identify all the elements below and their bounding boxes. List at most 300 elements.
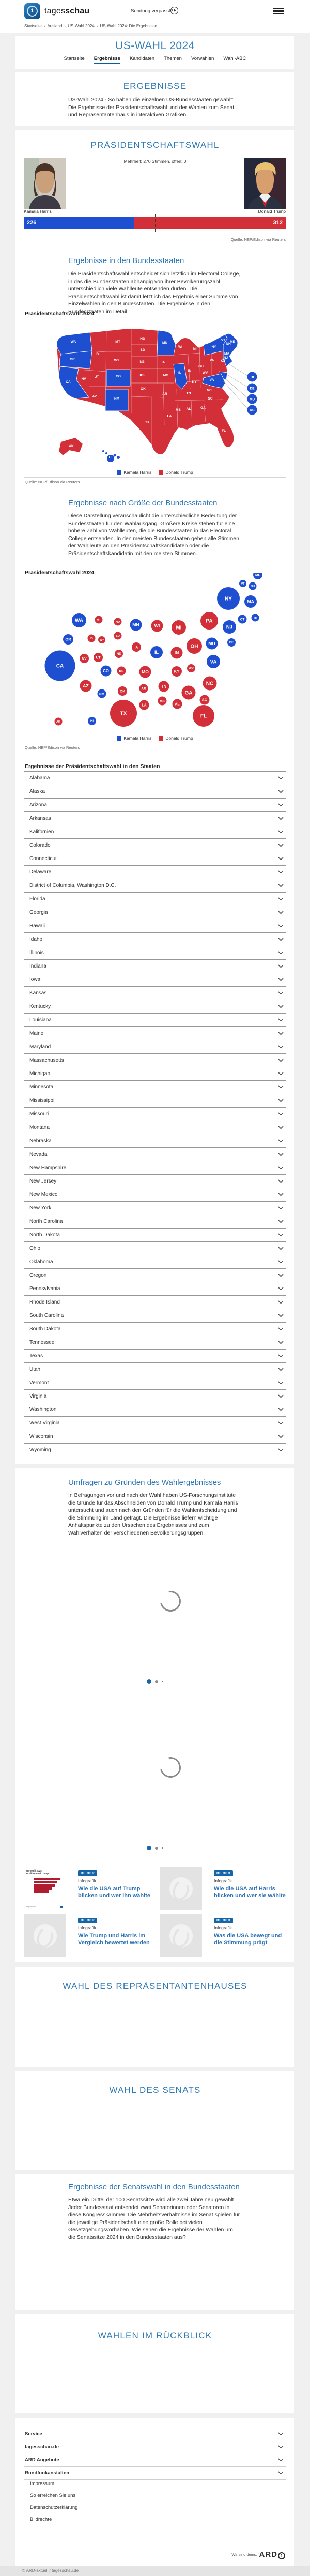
praes-title: PRÄSIDENTSCHAFTSWAHL <box>90 140 220 150</box>
svg-text:PA: PA <box>206 618 213 624</box>
ergebnisse-title: ERGEBNISSE <box>123 81 187 91</box>
svg-text:TN: TN <box>161 684 167 689</box>
svg-text:VT: VT <box>241 582 245 586</box>
chevron-down-icon <box>278 870 284 874</box>
svg-text:WY: WY <box>99 638 104 642</box>
umfragen-heading: Umfragen zu Gründen des Wahlergebnisses <box>68 1478 221 1487</box>
states-text: Die Präsidentschaftswahl entscheidet sich letztlich im Electoral College, in das die Bundesstaaten abhängig von ihrer Bevölkerungszahl unterschiedlich viele Wahlleute entsenden dürfen. Die Präsidentschaftswahl ist damit letztlich das Ergebnis einer Summe von Einzelwahlen in den Bundesstaaten. Die Ergebnisse in den Bundesstaaten im Detail. <box>68 271 241 315</box>
trump-legend-swatch <box>159 470 163 475</box>
state-accordion-row[interactable]: Florida <box>24 892 286 906</box>
svg-text:ID: ID <box>90 637 93 641</box>
state-accordion-row[interactable]: Connecticut <box>24 852 286 865</box>
svg-text:MS: MS <box>176 408 181 412</box>
chevron-down-icon <box>278 857 284 861</box>
chevron-down-icon <box>278 1085 284 1089</box>
hero-tabs <box>16 56 295 64</box>
state-accordion-row[interactable]: Oregon <box>24 1268 286 1282</box>
state-accordion-row[interactable]: Nevada <box>24 1147 286 1161</box>
svg-text:NV: NV <box>81 377 86 381</box>
state-accordion-row[interactable]: Minnesota <box>24 1080 286 1094</box>
svg-text:MI: MI <box>193 347 197 351</box>
bubble-source: Quelle: NEP/Edison via Reuters <box>25 745 80 750</box>
ergebnisse-text: US-Wahl 2024 - So haben die einzelnen US-Bundesstaaten gewählt: Die Ergebnisse der Präsidentschaftswahl und der Wahlen zum Senat und Repräsentantenhaus in interaktiven Grafiken. <box>68 97 235 118</box>
chevron-down-icon <box>278 776 284 780</box>
svg-text:IA: IA <box>134 646 138 650</box>
trump-name: Donald Trump <box>258 209 286 214</box>
map-source: Quelle: NEP/Edison via Reuters <box>25 480 80 484</box>
svg-text:AL: AL <box>175 702 180 707</box>
chevron-down-icon <box>278 817 284 820</box>
bubble-map[interactable] <box>44 573 271 733</box>
tab-vorwahlen[interactable]: Vorwahlen <box>191 56 214 62</box>
bilder-badge: BILDER <box>214 1870 233 1876</box>
state-accordion-row[interactable]: Massachusetts <box>24 1053 286 1067</box>
svg-text:AR: AR <box>162 392 167 396</box>
footer-accordion <box>24 2428 286 2480</box>
breadcrumb-item[interactable]: Startseite <box>24 24 42 28</box>
svg-text:AK: AK <box>69 444 74 448</box>
loading-spinner-2 <box>156 1753 185 1782</box>
chevron-down-icon <box>278 1005 284 1008</box>
svg-text:NV: NV <box>82 657 87 661</box>
svg-text:KY: KY <box>174 669 180 674</box>
teaser-thumbnail: US-Wahl 2024 Profil Donald Trump tagesschau <box>24 1867 66 1910</box>
svg-text:FL: FL <box>222 429 226 433</box>
svg-text:DE: DE <box>250 387 255 391</box>
chevron-down-icon <box>278 1300 284 1304</box>
sendung-verpasst-link[interactable]: Sendung verpasst? <box>131 8 173 14</box>
footer-section-tagesschau-de[interactable]: tagesschau.de <box>24 2441 286 2454</box>
state-accordion-row[interactable]: Kalifornien <box>24 825 286 838</box>
footer-link[interactable]: Impressum <box>30 2481 54 2487</box>
svg-text:WV: WV <box>189 667 194 671</box>
chevron-down-icon <box>278 1220 284 1223</box>
chevron-down-icon <box>278 2471 284 2475</box>
state-accordion-row[interactable]: Maine <box>24 1026 286 1040</box>
majority-marker <box>155 214 156 232</box>
svg-text:MD: MD <box>249 397 255 402</box>
electoral-bar <box>24 217 286 229</box>
svg-text:CO: CO <box>103 668 109 673</box>
globe-icon <box>169 1877 193 1900</box>
chevron-down-icon <box>278 951 284 955</box>
teaser-thumbnail <box>160 1867 202 1910</box>
teaser-title[interactable]: Was die USA bewegt und die Stimmung prägt <box>214 1933 282 1946</box>
breadcrumb[interactable]: Startseite › Ausland › US-Wahl 2024 › US-Wahl 2024: Die Ergebnisse <box>24 24 157 28</box>
trump-votes: 312 <box>273 220 283 226</box>
chevron-down-icon <box>278 2445 284 2449</box>
svg-text:NE: NE <box>140 360 145 364</box>
state-accordion-row[interactable]: Missouri <box>24 1107 286 1121</box>
page-title: US-WAHL 2024 <box>115 40 195 52</box>
state-accordion-row[interactable]: Kansas <box>24 986 286 1000</box>
svg-text:IL: IL <box>154 650 159 655</box>
chevron-down-icon <box>278 1179 284 1183</box>
svg-text:WA: WA <box>70 340 76 344</box>
teaser-card[interactable] <box>160 1914 292 1957</box>
state-accordion-row[interactable]: Colorado <box>24 838 286 852</box>
chevron-down-icon <box>278 1327 284 1331</box>
senatswahl-heading: Ergebnisse der Senatswahl in den Bundesstaaten <box>68 2183 240 2191</box>
svg-text:ME: ME <box>255 573 261 577</box>
source-note: Quelle: NEP/Edison via Reuters <box>230 237 286 242</box>
svg-text:UT: UT <box>94 375 99 379</box>
chevron-down-icon <box>278 1059 284 1062</box>
globe-icon <box>34 1924 57 1948</box>
state-accordion-row[interactable]: Arkansas <box>24 811 286 825</box>
state-accordion-row[interactable]: Wisconsin <box>24 1430 286 1443</box>
harris-photo <box>24 158 66 209</box>
chevron-down-icon <box>278 1435 284 1438</box>
chevron-down-icon <box>278 964 284 968</box>
svg-text:PA: PA <box>209 359 214 362</box>
state-accordion-row[interactable]: West Virginia <box>24 1416 286 1430</box>
state-accordion-row[interactable]: Rhode Island <box>24 1295 286 1309</box>
svg-text:MA: MA <box>247 599 254 605</box>
svg-text:ND: ND <box>115 621 120 624</box>
svg-text:DE: DE <box>229 641 234 645</box>
senat-title: WAHL DES SENATS <box>109 2085 201 2095</box>
site-footer <box>16 2418 295 2566</box>
svg-text:WA: WA <box>74 618 84 624</box>
bubble-title: Präsidentschaftswahl 2024 <box>25 570 95 576</box>
svg-text:GA: GA <box>200 406 206 410</box>
teaser-kicker: Infografik <box>214 1925 232 1930</box>
bilder-badge: BILDER <box>78 1870 97 1876</box>
svg-text:OK: OK <box>141 387 146 391</box>
footer-section-rundfunkanstalten[interactable]: Rundfunkanstalten <box>24 2466 286 2480</box>
chevron-down-icon <box>278 1233 284 1237</box>
state-accordion-row[interactable]: South Carolina <box>24 1309 286 1322</box>
svg-text:VA: VA <box>210 659 217 665</box>
svg-text:WI: WI <box>178 345 182 349</box>
svg-text:NJ: NJ <box>223 356 228 360</box>
svg-text:HI: HI <box>109 456 113 459</box>
svg-text:MD: MD <box>208 641 215 647</box>
chevron-down-icon <box>278 1341 284 1344</box>
repraesentantenhaus-card <box>16 1967 295 2067</box>
svg-text:CA: CA <box>56 663 64 669</box>
chevron-down-icon <box>278 1421 284 1425</box>
tab-startseite[interactable]: Startseite <box>64 56 85 62</box>
svg-text:OR: OR <box>65 637 71 642</box>
chevron-down-icon <box>278 844 284 847</box>
state-accordion-row[interactable]: Delaware <box>24 865 286 879</box>
states-list-heading: Ergebnisse der Präsidentschaftswahl in den Staaten <box>25 763 160 770</box>
bilder-badge: BILDER <box>78 1918 97 1923</box>
state-accordion-row[interactable]: Montana <box>24 1121 286 1134</box>
state-accordion-row[interactable]: Mississippi <box>24 1094 286 1107</box>
svg-text:SD: SD <box>140 348 145 352</box>
size-text: Diese Darstellung veranschaulicht die unterschiedliche Bedeutung der Bundesstaaten für den Wahlausgang. Größere Kreise stehen für eine höhere Zahl von Wahlleuten, die die Bundesstaaten in das Electoral College entsenden. In den meisten Bundesstaaten gehen alle Stimmen der Wahlleute an den Präsidentschaftskandidaten oder die Präsidentschaftskandidatin mit den meisten Stimmen. <box>68 513 239 557</box>
teaser-thumbnail <box>160 1914 202 1957</box>
svg-text:VA: VA <box>209 378 214 382</box>
footer-link[interactable]: Datenschutzerklärung <box>30 2505 78 2510</box>
electoral-bar-harris <box>24 217 134 229</box>
us-states-map[interactable] <box>45 322 265 467</box>
harris-legend-swatch <box>117 736 121 741</box>
state-accordion-row[interactable]: Tennessee <box>24 1336 286 1349</box>
trump-photo <box>244 158 286 209</box>
svg-text:UT: UT <box>96 656 101 660</box>
svg-text:AL: AL <box>186 407 191 411</box>
tagesschau-logo-icon[interactable]: 1 <box>24 3 40 19</box>
svg-text:WI: WI <box>154 623 160 629</box>
chevron-down-icon <box>278 991 284 995</box>
senat-card <box>16 2071 295 2170</box>
state-accordion-row[interactable]: Alaska <box>24 785 286 798</box>
chevron-down-icon <box>278 1193 284 1197</box>
state-accordion-row[interactable]: Hawaii <box>24 919 286 932</box>
footer-section-ard-angebote[interactable]: ARD Angebote <box>24 2454 286 2466</box>
tab-kandidaten[interactable]: Kandidaten <box>130 56 155 62</box>
svg-text:ND: ND <box>140 337 145 341</box>
footer-links <box>30 2481 78 2528</box>
chevron-down-icon <box>278 1274 284 1277</box>
chevron-down-icon <box>278 1448 284 1452</box>
svg-text:MO: MO <box>163 374 169 377</box>
svg-text:IA: IA <box>161 361 165 364</box>
svg-text:KS: KS <box>119 669 124 673</box>
copyright-bar: © ARD-aktuell / tagesschau.de <box>0 2566 310 2576</box>
bubble-legend: Kamala Harris Donald Trump <box>16 735 295 741</box>
state-accordion-row[interactable]: North Carolina <box>24 1215 286 1228</box>
svg-text:ME: ME <box>230 340 235 344</box>
chevron-down-icon <box>278 1260 284 1264</box>
state-accordion-row[interactable]: Arizona <box>24 798 286 811</box>
svg-text:ID: ID <box>95 352 99 356</box>
chevron-down-icon <box>278 1153 284 1156</box>
chevron-down-icon <box>278 2458 284 2462</box>
state-accordion-row[interactable]: Louisiana <box>24 1013 286 1026</box>
chevron-down-icon <box>278 1354 284 1358</box>
state-accordion-row[interactable]: Maryland <box>24 1040 286 1053</box>
chevron-down-icon <box>278 1072 284 1076</box>
svg-text:NM: NM <box>99 692 104 696</box>
teaser-kicker: Infografik <box>78 1878 96 1883</box>
state-accordion-row[interactable]: Oklahoma <box>24 1255 286 1268</box>
loading-spinner <box>156 1587 185 1616</box>
svg-text:AK: AK <box>56 720 61 724</box>
teaser-card[interactable] <box>160 1867 292 1910</box>
chevron-down-icon <box>278 1394 284 1398</box>
state-accordion-row[interactable]: Iowa <box>24 973 286 986</box>
breadcrumb-item[interactable]: Ausland <box>47 24 63 28</box>
svg-text:NH: NH <box>250 585 255 589</box>
state-accordion-row[interactable]: Kentucky <box>24 1000 286 1013</box>
svg-text:SD: SD <box>116 635 120 638</box>
svg-text:TX: TX <box>145 421 150 424</box>
svg-text:CT: CT <box>221 359 226 363</box>
breadcrumb-item[interactable]: US-Wahl 2024 <box>68 24 95 28</box>
chevron-down-icon <box>278 1126 284 1129</box>
svg-text:OK: OK <box>119 689 126 694</box>
trump-legend-swatch <box>159 736 163 741</box>
chevron-down-icon <box>278 1206 284 1210</box>
chevron-down-icon <box>278 790 284 793</box>
map-title: Präsidentschaftswahl 2024 <box>25 311 95 317</box>
svg-text:NJ: NJ <box>226 624 233 631</box>
state-accordion-row[interactable]: South Dakota <box>24 1322 286 1336</box>
svg-text:KY: KY <box>192 380 197 384</box>
carousel-dots-2[interactable] <box>16 1846 295 1850</box>
chevron-down-icon <box>278 1408 284 1412</box>
chevron-down-icon <box>278 830 284 834</box>
svg-text:OH: OH <box>198 365 204 369</box>
chevron-down-icon <box>278 884 284 887</box>
state-accordion-row[interactable]: Indiana <box>24 959 286 973</box>
svg-text:LA: LA <box>167 415 172 418</box>
teaser-grid <box>16 1867 295 1955</box>
chevron-down-icon <box>278 1314 284 1317</box>
svg-text:NH: NH <box>226 342 231 346</box>
state-accordion-row[interactable]: Washington <box>24 1403 286 1416</box>
hero-card <box>16 36 295 69</box>
chevron-down-icon <box>278 1112 284 1116</box>
umfragen-text: In Befragungen vor und nach der Wahl haben US-Forschungsinstitute die Gründe für das Abschneiden von Donald Trump und Kamala Harris untersucht und auch nach den Gründen für die Wahlentscheidung und die Stimmung im Land gefragt. Die Ergebnisse liefern wichtige Anhaltspunkte zu den Ursachen des Ergebnisses und zum Wahlverhalten der verschiedenen Bevölkerungsgruppen. <box>68 1492 238 1536</box>
chevron-down-icon <box>278 1166 284 1170</box>
svg-text:GA: GA <box>184 690 193 696</box>
teaser-card[interactable] <box>24 1867 156 1910</box>
teaser-title[interactable]: Wie die USA auf Harris blicken und wer sie wählte <box>214 1885 286 1899</box>
state-accordion-row[interactable]: New York <box>24 1201 286 1215</box>
svg-text:RI: RI <box>250 375 254 379</box>
state-accordion-row[interactable]: Utah <box>24 1362 286 1376</box>
carousel-dots[interactable] <box>16 1679 295 1684</box>
chevron-down-icon <box>278 1032 284 1035</box>
svg-text:MN: MN <box>132 622 140 628</box>
chevron-down-icon <box>278 1287 284 1291</box>
state-accordion-row[interactable]: Texas <box>24 1349 286 1362</box>
chevron-down-icon <box>278 978 284 982</box>
brand-wordmark[interactable]: tagesschau <box>44 7 90 16</box>
chevron-down-icon <box>278 803 284 807</box>
majority-note: Mehrheit: 270 Stimmen, offen: 0 <box>123 159 187 164</box>
state-accordion-row[interactable]: Nebraska <box>24 1134 286 1147</box>
svg-text:VT: VT <box>221 339 226 342</box>
svg-text:WV: WV <box>202 371 208 375</box>
teaser-kicker: Infografik <box>214 1878 232 1883</box>
footer-link[interactable]: Bildrechte <box>30 2517 52 2522</box>
svg-text:NC: NC <box>207 389 212 392</box>
chevron-down-icon <box>278 924 284 928</box>
state-accordion-row[interactable]: New Mexico <box>24 1188 286 1201</box>
chevron-down-icon <box>278 1368 284 1371</box>
rueckblick-title: WAHLEN IM RÜCKBLICK <box>98 2330 212 2340</box>
menu-icon[interactable] <box>273 8 284 14</box>
svg-text:CT: CT <box>240 618 245 622</box>
svg-text:NY: NY <box>225 596 232 602</box>
map-legend: Kamala Harris Donald Trump <box>16 470 295 475</box>
svg-text:DC: DC <box>250 408 255 412</box>
state-accordion-row[interactable]: Vermont <box>24 1376 286 1389</box>
teaser-card[interactable] <box>24 1914 156 1957</box>
svg-text:AZ: AZ <box>83 683 89 689</box>
svg-text:CA: CA <box>66 380 71 384</box>
svg-text:KS: KS <box>140 374 145 377</box>
teaser-thumbnail <box>24 1914 66 1957</box>
ard-logo: Wir sind deins. ARD 1 <box>231 2550 285 2559</box>
teaser-title[interactable]: Wie Trump und Harris im Vergleich bewertet werden <box>78 1933 150 1946</box>
svg-text:OH: OH <box>190 643 198 650</box>
tab-wahl-abc[interactable]: Wahl-ABC <box>223 56 246 62</box>
svg-text:SC: SC <box>202 698 207 702</box>
svg-text:MT: MT <box>115 340 120 344</box>
state-accordion-row[interactable]: North Dakota <box>24 1228 286 1241</box>
state-accordion-row[interactable]: Ohio <box>24 1241 286 1255</box>
breadcrumb-item[interactable]: US-Wahl 2024: Die Ergebnisse <box>100 24 157 28</box>
footer-section-service[interactable]: Service <box>24 2428 286 2441</box>
svg-text:MI: MI <box>176 625 182 631</box>
bilder-badge: BILDER <box>214 1918 233 1923</box>
svg-text:RI: RI <box>254 617 257 620</box>
chevron-down-icon <box>278 1247 284 1250</box>
states-heading: Ergebnisse in den Bundesstaaten <box>68 256 184 265</box>
chevron-down-icon <box>278 897 284 901</box>
chevron-down-icon <box>278 938 284 941</box>
svg-text:CO: CO <box>116 375 121 378</box>
svg-text:FL: FL <box>200 713 207 719</box>
svg-text:MT: MT <box>96 619 101 622</box>
svg-text:NE: NE <box>116 653 121 656</box>
chevron-down-icon <box>278 1381 284 1385</box>
senatswahl-card <box>16 2174 295 2310</box>
teaser-kicker: Infografik <box>78 1925 96 1930</box>
svg-text:AZ: AZ <box>92 395 97 398</box>
svg-text:NM: NM <box>114 397 120 401</box>
tab-ergebnisse[interactable]: Ergebnisse <box>94 56 120 64</box>
svg-text:IL: IL <box>178 371 181 375</box>
state-accordion-row[interactable]: Georgia <box>24 906 286 919</box>
svg-text:MO: MO <box>142 669 149 675</box>
state-accordion-row[interactable]: New Hampshire <box>24 1161 286 1174</box>
state-accordion-row[interactable]: Virginia <box>24 1389 286 1403</box>
chevron-down-icon <box>278 2432 284 2436</box>
praesidentschaftswahl-card <box>16 130 295 1464</box>
rueckblick-card <box>16 2314 295 2413</box>
chevron-down-icon <box>278 1099 284 1102</box>
svg-text:WY: WY <box>114 359 120 362</box>
tab-themen[interactable]: Themen <box>164 56 182 62</box>
play-icon[interactable] <box>171 7 178 14</box>
svg-text:OR: OR <box>70 358 75 361</box>
state-accordion-row[interactable]: Idaho <box>24 932 286 946</box>
harris-name: Kamala Harris <box>24 209 52 214</box>
svg-text:IN: IN <box>188 369 192 373</box>
state-accordion-row[interactable]: Illinois <box>24 946 286 959</box>
teaser-title[interactable]: Wie die USA auf Trump blicken und wer ihn wählte <box>78 1885 150 1899</box>
state-accordion-row[interactable]: Wyoming <box>24 1443 286 1456</box>
harris-votes: 226 <box>27 220 37 226</box>
chevron-down-icon <box>278 1045 284 1049</box>
svg-text:SC: SC <box>208 397 213 401</box>
state-accordion-row[interactable]: Michigan <box>24 1067 286 1080</box>
state-accordion-row[interactable]: Alabama <box>24 771 286 785</box>
chevron-down-icon <box>278 911 284 914</box>
ergebnisse-card <box>16 72 295 126</box>
svg-text:MA: MA <box>224 352 230 356</box>
svg-text:NY: NY <box>211 345 216 349</box>
svg-text:TX: TX <box>120 711 127 717</box>
state-accordion-row[interactable]: Pennsylvania <box>24 1282 286 1295</box>
repraesentantenhaus-title: WAHL DES REPRÄSENTANTENHAUSES <box>63 1981 247 1991</box>
state-accordion-row[interactable]: New Jersey <box>24 1174 286 1188</box>
svg-text:HI: HI <box>90 720 94 724</box>
footer-link[interactable]: So erreichen Sie uns <box>30 2493 76 2498</box>
senatswahl-text: Etwa ein Drittel der 100 Senatssitze wird alle zwei Jahre neu gewählt. Jeder Bundesstaat entsendet zwei Senatorinnen oder Senatoren in diese Kongresskammer. Die Mehrheitsverhältnisse im Senat spielen für die jeweilige Präsidentschaft eine große Rolle bei vielen Gesetzgebungsvorhaben. Wie sehen die Ergebnisse der Wahlen um die Senatssitze 2024 in den Bundesstaaten aus? <box>68 2197 240 2241</box>
chevron-down-icon <box>278 1139 284 1143</box>
state-accordion-row[interactable]: District of Columbia, Washington D.C. <box>24 879 286 892</box>
